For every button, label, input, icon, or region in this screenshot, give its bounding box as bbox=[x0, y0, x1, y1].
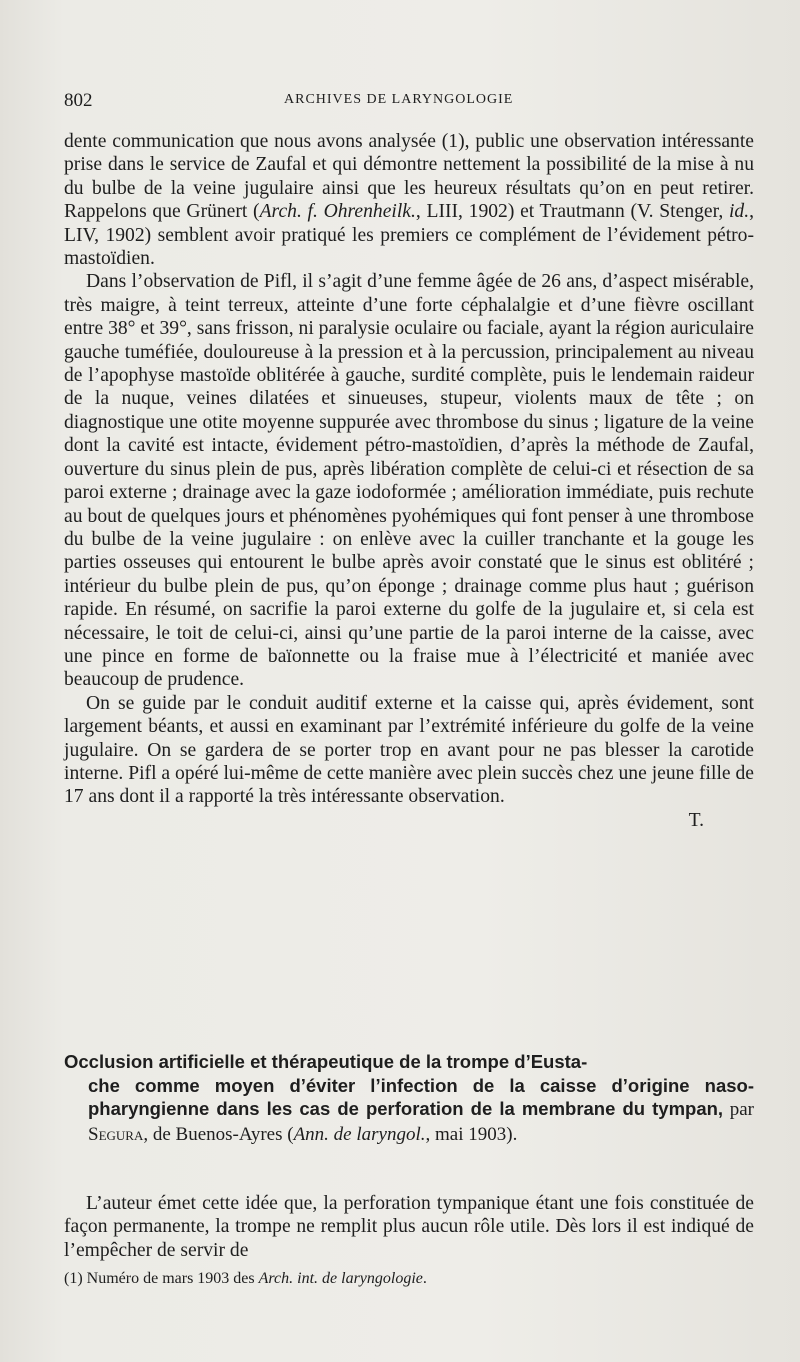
article-title-rest: che comme moyen d’éviter l’infection de la caisse d’origine naso-pharyngienne dans les cas de perforation de la membrane du tympan, bbox=[88, 1074, 754, 1119]
article-abstract: L’auteur émet cette idée que, la perforation tympanique étant une fois constituée de façon permanente, la trompe ne remplit plus aucun rôle utile. Dès lors il est indiqué de l’empêcher de servir de bbox=[64, 1193, 754, 1261]
article-title-continuation bbox=[64, 1074, 754, 1147]
paragraph-1 bbox=[64, 130, 754, 270]
byline-date: , mai 1903). bbox=[425, 1123, 518, 1145]
footnote bbox=[64, 1270, 754, 1288]
page-header bbox=[64, 90, 754, 114]
footnote-journal: Arch. int. de laryngologie bbox=[258, 1270, 423, 1287]
footnote-text-a: Numéro de mars 1903 des bbox=[82, 1270, 259, 1287]
article-title-line-1: Occlusion artificielle et thérapeutique de la trompe d’Eusta- bbox=[64, 1051, 588, 1072]
paragraph-3: On se guide par le conduit auditif externe et la caisse qui, après évidement, sont largement béants, et aussi en examinant par l’extrémité inférieure du golfe de la veine jugulaire. On se gardera de se porter trop en avant pour ne pas blesser la carotide interne. Pifl a opéré lui-même de cette manière avec plein succès chez une jeune fille de 17 ans dont il a rapporté la très intéressante observation. bbox=[64, 692, 754, 808]
body-text bbox=[64, 130, 754, 832]
page-number: 802 bbox=[64, 90, 93, 111]
running-head: ARCHIVES DE LARYNGOLOGIE bbox=[284, 92, 514, 107]
author-name: Segura bbox=[88, 1123, 144, 1145]
footnote-marker: (1) bbox=[64, 1270, 83, 1287]
article-heading bbox=[64, 1050, 754, 1146]
citation-arch-ohrenheilk: Arch. f. Ohrenheilk. bbox=[259, 201, 416, 223]
journal-name: Ann. de laryngol. bbox=[293, 1123, 426, 1145]
paragraph-2: Dans l’observation de Pifl, il s’agit d’une femme âgée de 26 ans, d’aspect misérable, très maigre, à teint terreux, atteinte d’une forte céphalalgie et d’une fièvre oscillant entre 38° et 39°, sans frisson, ni paralysie oculaire ou faciale, ayant la région auriculaire gauche tuméfiée, douloureuse à la pression et à la percussion, principalement au niveau de l’apophyse mastoïde oblitérée à gauche, surdité complète, puis le lendemain raideur de la nuque, veines dilatées et sinueuses, stupeur, violents maux de tête ; on diagnostique une otite moyenne suppurée avec thrombose du sinus ; ligature de la veine dont la cavité est intacte, évidement pétro-mastoïdien, d’après la méthode de Zaufal, ouverture du sinus plein de pus, après libération complète de celui-ci et résection de sa paroi externe ; drainage avec la gaze iodoformée ; amélioration immédiate, puis rechute au bout de quelques jours et phénomènes pyohémiques qui font penser à une thrombose du bulbe de la veine jugulaire : on enlève avec la cuiller tranchante et la gouge les parties osseuses qui entourent le bulbe après avoir constaté que le sinus est oblitéré ; intérieur du bulbe plein de pus, qu’on éponge ; drainage comme plus haut ; guérison rapide. En résumé, on sacrifie la paroi externe du golfe de la jugulaire et, si cela est nécessaire, le toit de celui-ci, ainsi qu’une partie de la paroi interne de la caisse, avec une pince en forme de baïonnette ou la fraise mue à l’électricité et maniée avec beaucoup de prudence. bbox=[64, 271, 754, 691]
footnote-text-b: . bbox=[422, 1270, 427, 1287]
byline-par: par bbox=[723, 1099, 754, 1120]
signature: T. bbox=[688, 809, 704, 831]
paragraph-1-text-c: , LIV, 1902) semblent avoir pratiqué les premiers ce complément de l’évidement pétro-mastoïdien. bbox=[64, 201, 754, 270]
paragraph-1-text-a: dente communication que nous avons analysée (1), public une observation intéressante prise dans le service de Zaufal et qui démontre nettement la possibilité de la mise à nu du bulbe de la veine jugulaire ainsi que les heureux résultats qu’on en peut retirer. Rappelons que Grünert ( bbox=[64, 131, 754, 223]
citation-id: id. bbox=[728, 201, 750, 223]
paragraph-1-text-b: , LIII, 1902) et Trautmann (V. Stenger, bbox=[415, 201, 729, 223]
byline-place: , de Buenos-Ayres ( bbox=[143, 1123, 294, 1145]
